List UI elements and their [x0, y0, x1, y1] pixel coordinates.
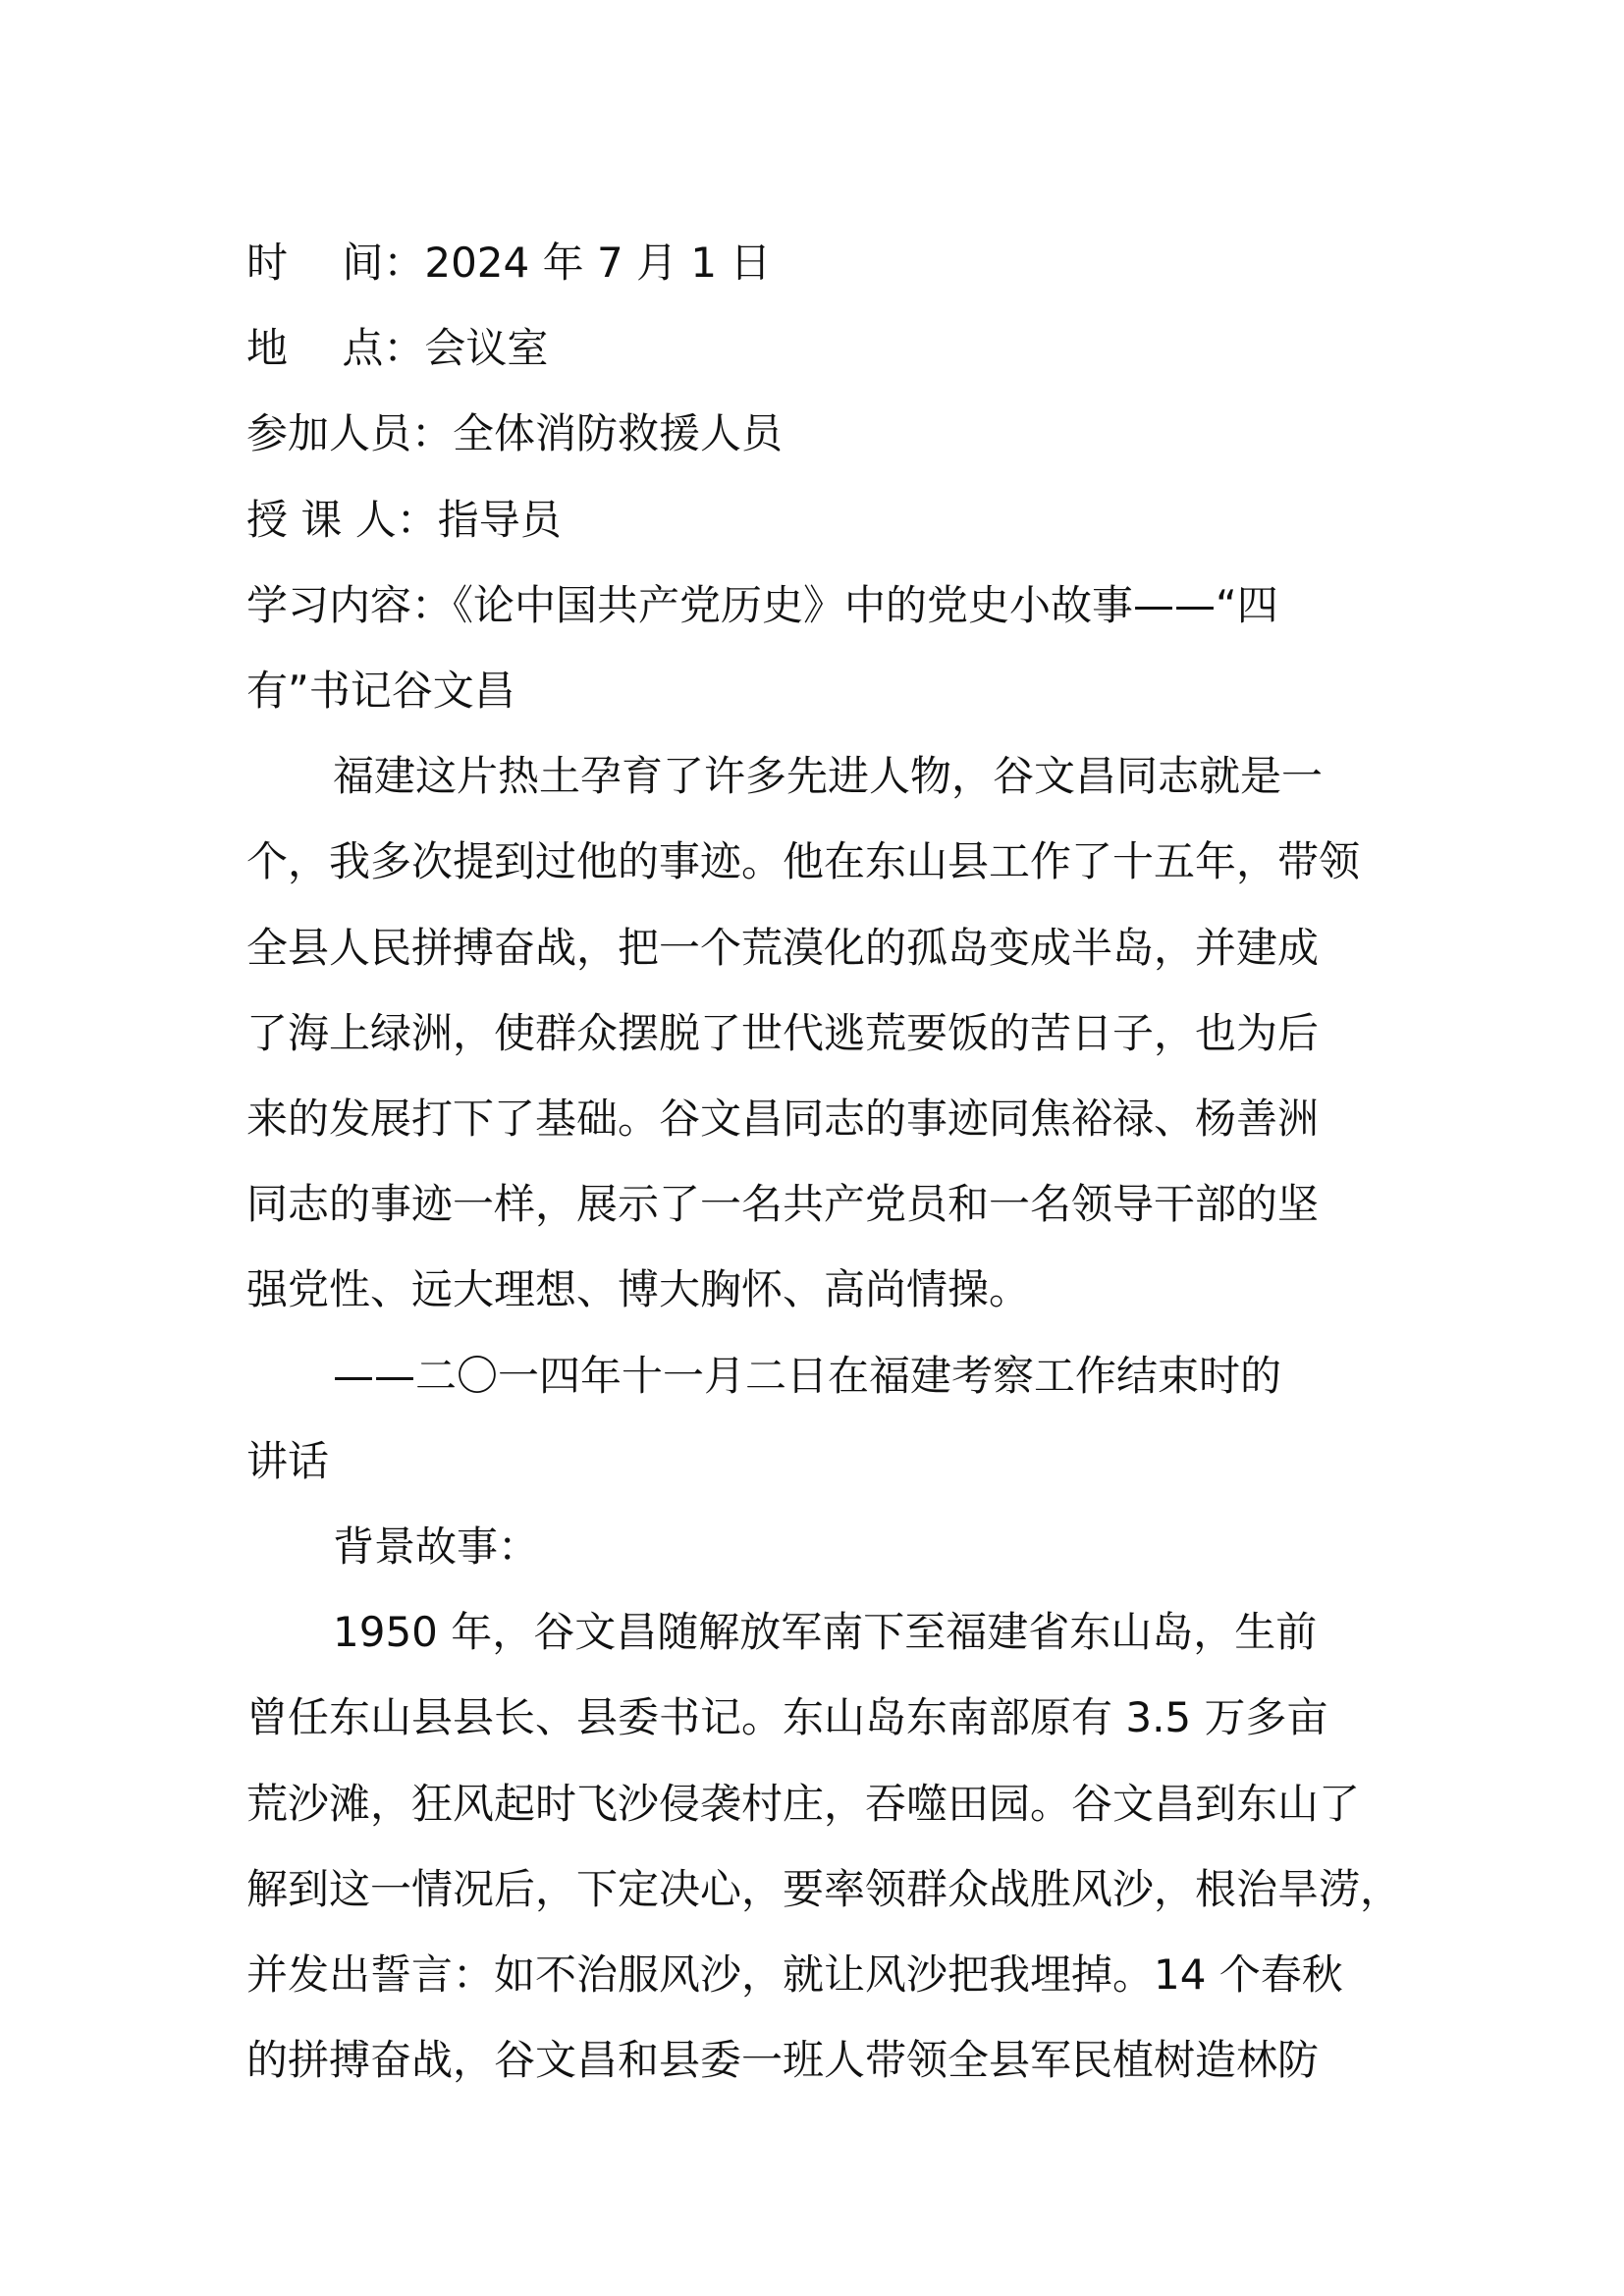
body-line: 强党性、远大理想、博大胸怀、高尚情操。: [246, 1265, 1031, 1314]
body-line: 福建这片热土孕育了许多先进人物，谷文昌同志就是一: [333, 752, 1324, 801]
study-content-line-2: 有”书记谷文昌: [246, 667, 515, 716]
meeting-location: 地 点：会议室: [246, 324, 549, 373]
body-line: 1950 年，谷文昌随解放军南下至福建省东山岛，生前: [333, 1608, 1318, 1657]
quote-source-line: 讲话: [246, 1436, 330, 1485]
body-line: 的拼搏奋战，谷文昌和县委一班人带领全县军民植树造林防: [246, 2036, 1320, 2085]
body-line: 了海上绿洲，使群众摆脱了世代逃荒要饭的苦日子，也为后: [246, 1008, 1320, 1057]
document-page: [246, 220, 1402, 2103]
body-line: 荒沙滩，狂风起时飞沙侵袭村庄，吞噬田园。谷文昌到东山了: [246, 1779, 1361, 1828]
meeting-participants: 参加人员：全体消防救援人员: [246, 409, 784, 458]
study-content-line-1: 学习内容：《论中国共产党历史》中的党史小故事——“四: [246, 580, 1278, 629]
meeting-lecturer: 授 课 人：指导员: [246, 495, 562, 544]
body-line: 并发出誓言：如不治服风沙，就让风沙把我埋掉。14 个春秋: [246, 1950, 1343, 2000]
body-line: 曾任东山县县长、县委书记。东山岛东南部原有 3.5 万多亩: [246, 1693, 1328, 1742]
body-line: 解到这一情况后，下定决心，要率领群众战胜风沙，根治旱涝，: [246, 1864, 1402, 1913]
body-line: 同志的事迹一样，展示了一名共产党员和一名领导干部的坚: [246, 1180, 1320, 1229]
body-line: 全县人民拼搏奋战，把一个荒漠化的孤岛变成半岛，并建成: [246, 923, 1320, 972]
quote-source-line: ——二〇一四年十一月二日在福建考察工作结束时的: [333, 1351, 1282, 1400]
body-line: 来的发展打下了基础。谷文昌同志的事迹同焦裕禄、杨善洲: [246, 1095, 1320, 1144]
body-line: 个，我多次提到过他的事迹。他在东山县工作了十五年，带领: [246, 837, 1361, 886]
background-story-heading: 背景故事：: [333, 1522, 540, 1572]
meeting-time: 时 间：2024 年 7 月 1 日: [246, 239, 772, 287]
